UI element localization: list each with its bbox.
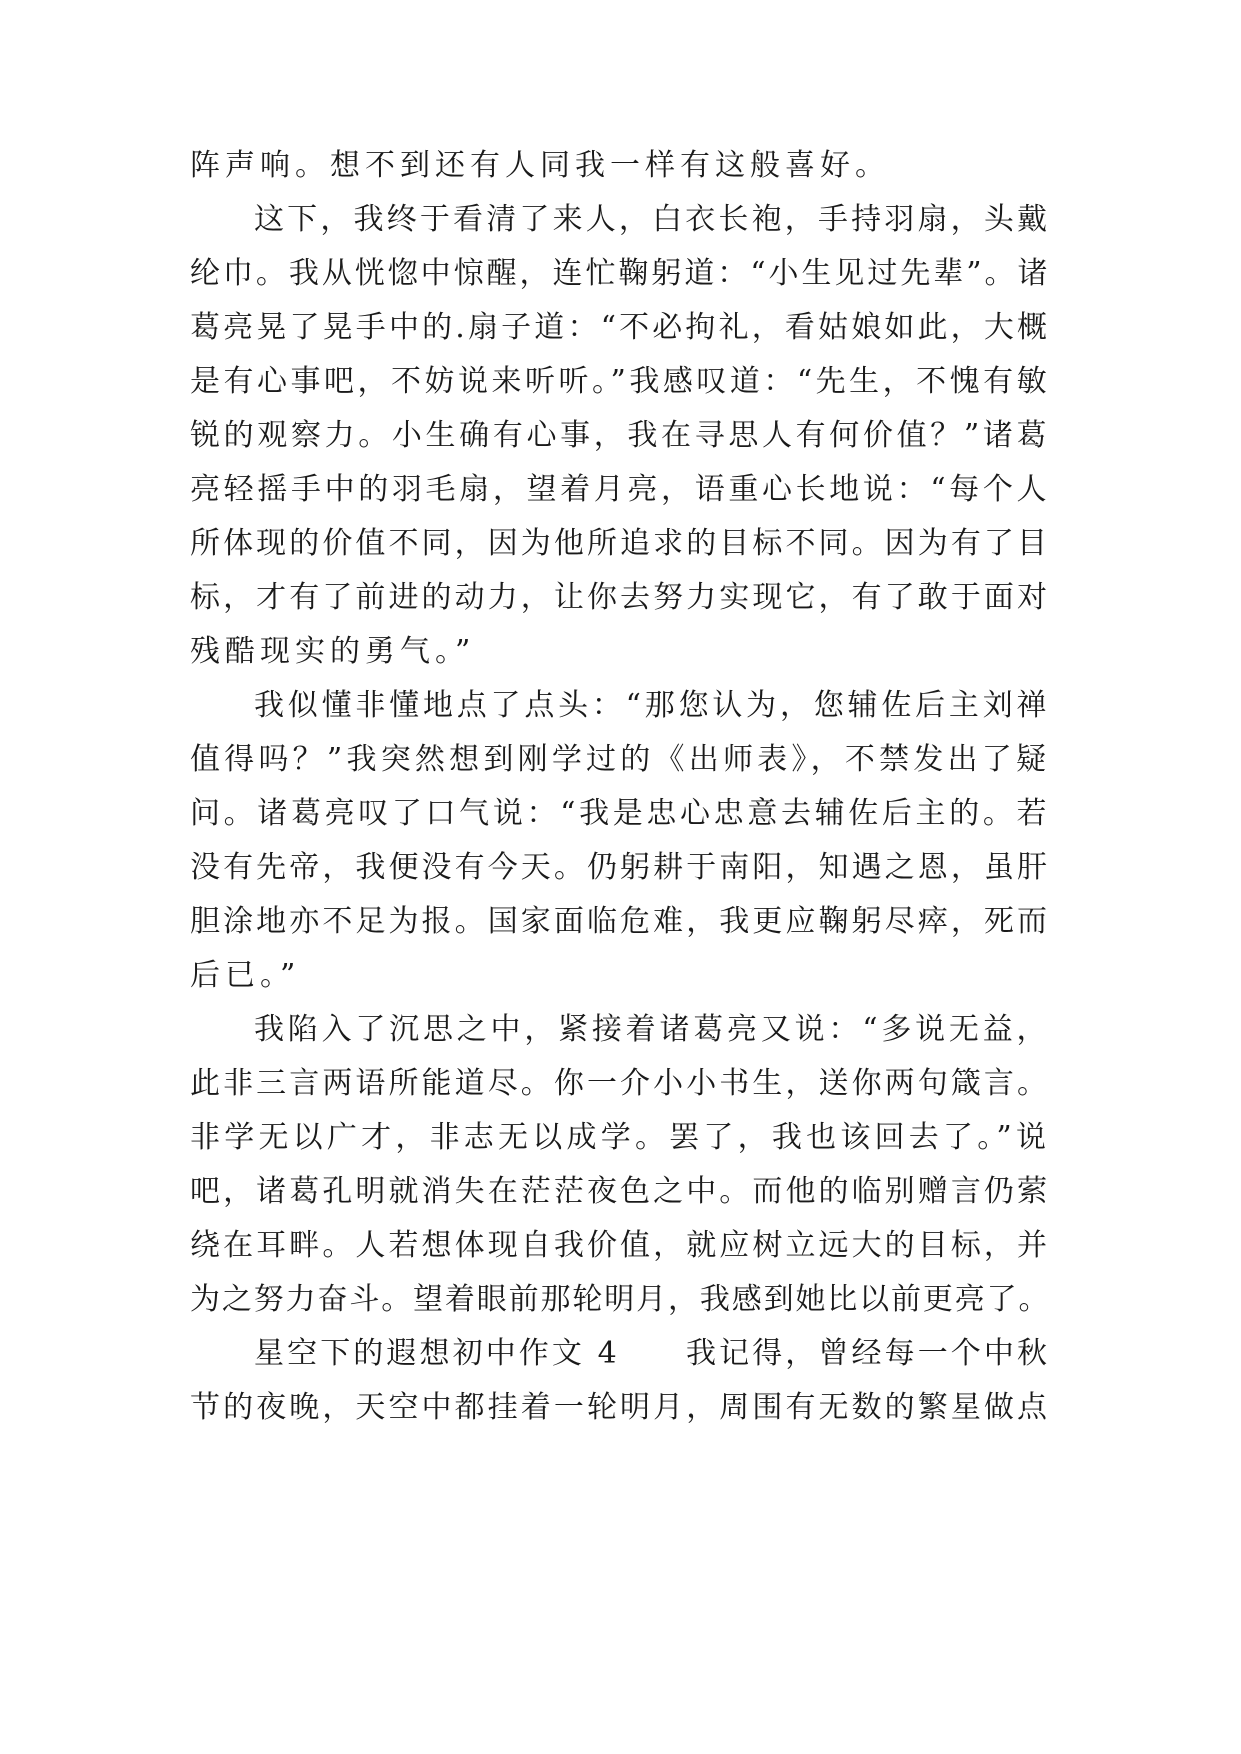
text-line: 这下，我终于看清了来人，白衣长袍，手持羽扇，头戴 bbox=[254, 202, 1050, 237]
text-line: 绕在耳畔。人若想体现自我价值，就应树立远大的目标，并 bbox=[190, 1228, 1050, 1263]
text-line: 葛亮晃了晃手中的.扇子道：“不必拘礼，看姑娘如此，大概 bbox=[190, 310, 1050, 345]
text-line: 后已。” bbox=[190, 958, 301, 993]
text-line: 吧，诸葛孔明就消失在茫茫夜色之中。而他的临别赠言仍萦 bbox=[190, 1174, 1050, 1209]
text-line: 我似懂非懂地点了点头：“那您认为，您辅佐后主刘禅 bbox=[254, 688, 1050, 723]
text-line: 为之努力奋斗。望着眼前那轮明月，我感到她比以前更亮了。 bbox=[190, 1282, 1050, 1317]
text-line: 星空下的遐想初中作文 4 我记得，曾经每一个中秋 bbox=[254, 1336, 1050, 1371]
text-line: 所体现的价值不同，因为他所追求的目标不同。因为有了目 bbox=[190, 526, 1050, 561]
text-line: 非学无以广才，非志无以成学。罢了，我也该回去了。”说 bbox=[190, 1120, 1050, 1155]
text-line: 问。诸葛亮叹了口气说：“我是忠心忠意去辅佐后主的。若 bbox=[190, 796, 1050, 831]
text-line: 是有心事吧，不妨说来听听。”我感叹道：“先生，不愧有敏 bbox=[190, 364, 1051, 399]
text-line: 我陷入了沉思之中，紧接着诸葛亮又说：“多说无益， bbox=[254, 1012, 1050, 1047]
text-line: 没有先帝，我便没有今天。仍躬耕于南阳，知遇之恩，虽肝 bbox=[190, 850, 1050, 885]
text-line: 此非三言两语所能道尽。你一介小小书生，送你两句箴言。 bbox=[190, 1066, 1050, 1101]
text-line: 残酷现实的勇气。” bbox=[190, 634, 476, 669]
text-line: 值得吗？”我突然想到刚学过的《出师表》，不禁发出了疑 bbox=[190, 742, 1050, 777]
text-line: 纶巾。我从恍惚中惊醒，连忙鞠躬道：“小生见过先辈”。诸 bbox=[190, 256, 1050, 291]
text-line: 锐的观察力。小生确有心事，我在寻思人有何价值？”诸葛 bbox=[190, 418, 1050, 453]
text-line: 节的夜晚，天空中都挂着一轮明月，周围有无数的繁星做点 bbox=[190, 1390, 1050, 1425]
text-line: 标，才有了前进的动力，让你去努力实现它，有了敢于面对 bbox=[190, 580, 1050, 615]
text-line: 阵声响。想不到还有人同我一样有这般喜好。 bbox=[190, 148, 890, 183]
text-line: 胆涂地亦不足为报。国家面临危难，我更应鞠躬尽瘁，死而 bbox=[190, 904, 1050, 939]
text-line: 亮轻摇手中的羽毛扇，望着月亮，语重心长地说：“每个人 bbox=[190, 472, 1050, 507]
